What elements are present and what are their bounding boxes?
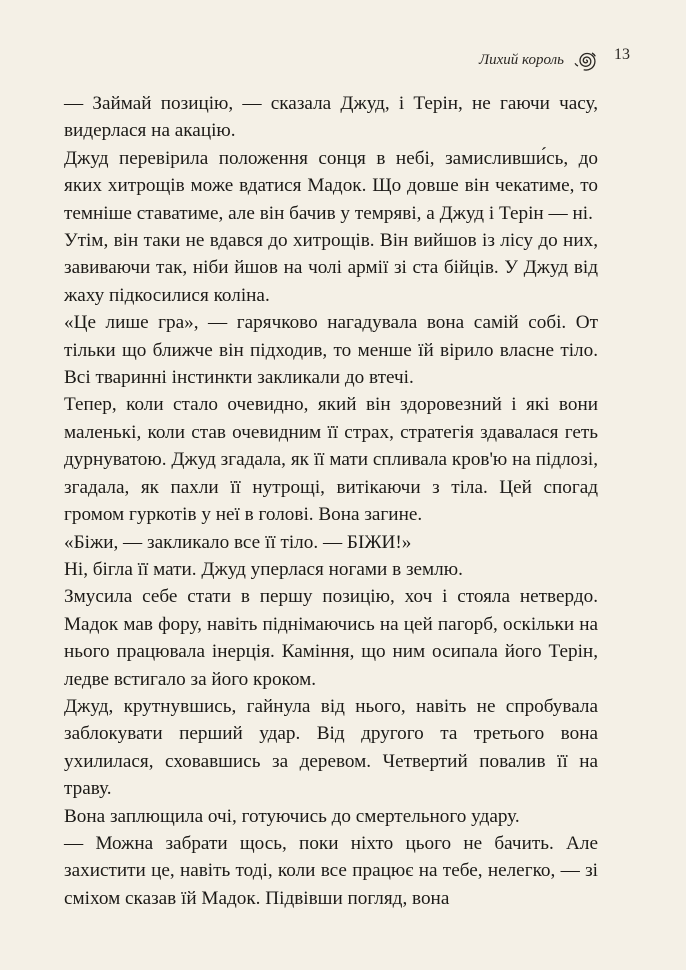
paragraph: Вона заплющила очі, готуючись до смертельного удару. [64,805,520,827]
paragraph: Утім, він таки не вдався до хитрощів. Він вийшов із лісу до них, завиваючи так, ніби йшов на чолі армії зі ста бійців. У Джуд від жаху підкосилися коліна. [64,230,598,306]
paragraph: Джуд перевірила положення сонця в небі, замисливши́сь, до яких хитрощів може вдатися Мадок. Що довше він чекатиме, то темніше ставатиме, але він бачив у темряві, а Джуд і Терін — ні. [64,147,598,224]
page-number: 13 [614,46,630,63]
paragraph: — Займай позицію, — сказала Джуд, і Терін, не гаючи часу, видерлася на акацію. [64,93,598,142]
body-text [64,90,598,912]
spiral-shell-icon [572,46,600,74]
paragraph: Ні, бігла її мати. Джуд уперлася ногами в землю. [64,558,463,580]
running-head [479,46,600,74]
paragraph: Тепер, коли стало очевидно, який він здоровезний і які вони маленькі, коли став очевидним її страх, стратегія здавалася геть дурнуватою. Джуд згадала, як її мати спливала кров'ю на підлозі, згадала, як пахли її нутрощі, витікаючи з тіла. Цей спогад громом гуркотів у неї в голові. Вона загине. [64,394,598,526]
paragraph: Джуд, крутнувшись, гайнула від нього, навіть не спробувала заблокувати перший удар. Від другого та третього вона ухилилася, сховавшись за деревом. Четвертий повалив її на траву. [64,695,598,800]
paragraph: — Можна забрати щось, поки ніхто цього не бачить. Але захистити це, навіть тоді, коли все працює на тебе, нелегко, — зі сміхом сказав їй Мадок. Підвівши погляд, вона [64,832,598,909]
running-title: Лихий король [478,51,564,68]
paragraph: «Це лише гра», — гарячково нагадувала вона самій собі. От тільки що ближче він підходив, то менше їй вірило власне тіло. Всі тваринні інстинкти закликали до втечі. [64,312,598,389]
paragraph: Змусила себе стати в першу позицію, хоч і стояла нетвердо. Мадок мав фору, навіть піднімаючись на цей пагорб, оскільки на нього працювала інерція. Каміння, що ним осипала його Терін, ледве встигало за його кроком. [64,586,598,690]
paragraph: «Біжи, — закликало все її тіло. — БІЖИ!» [64,531,412,553]
